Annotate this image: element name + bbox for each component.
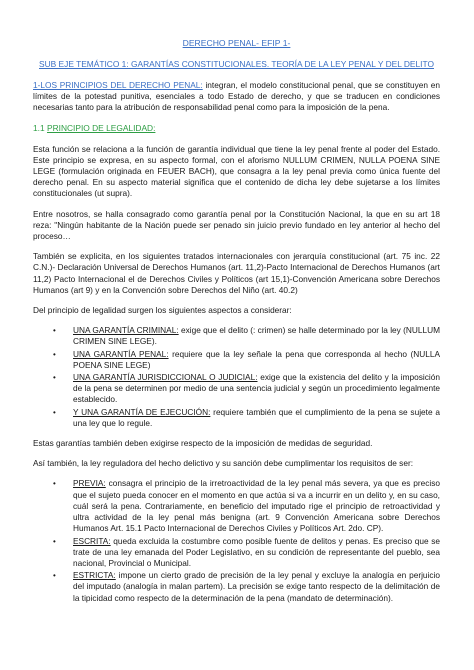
- requirement-text: queda excluida la costumbre como posible fuente de delitos y penas. Es preciso que se trate de una ley emanada del Poder Legislativo, en su condición de representante del pueblo, sea nacional, Provincial o Municipal.: [73, 535, 440, 568]
- bullet-icon: •: [53, 326, 56, 336]
- paragraph-constitucion: Entre nosotros, se halla consagrado como garantía penal por la Constitución Nacional, la que en su art 18 reza: "Ningún habitante de la Nación puede ser penado sin juicio previo fundado en ley anterior al hecho del proceso…: [33, 208, 440, 242]
- paragraph-tratados: También se explicita, en los siguientes tratados internacionales con jerarquía constitucional (art. 75 inc. 22 C.N.)- Declaración Universal de Derechos Humanos (art. 11,2)-Pacto Internacional de Derechos Humanos (art 11,2) Pacto Internacional el de Derechos Civiles y Políticos (art 15,1)-Convención Americana sobre Derechos Humanos (art 9) y en la Convención sobre Derechos del Niño (art. 40.2): [33, 251, 440, 295]
- paragraph-funcion: Esta función se relaciona a la función de garantía individual que tiene la ley penal frente al poder del Estado. Este principio se expresa, en su aspecto formal, con el aforismo NULLUM CRIMEN, NULLA POENA SINE LEGE (formulación originada en FEUER BACH), que consagra a la ley penal previa como única fuente del derecho penal. En su aspecto material significa que el contenido de dicha ley debe sujetarse a los límites constitucionales (ut supra).: [33, 143, 440, 199]
- document-title: DERECHO PENAL- EFIP 1-: [182, 38, 291, 48]
- requirement-label: PREVIA:: [73, 478, 106, 489]
- paragraph-aspectos-intro: Del principio de legalidad surgen los siguientes aspectos a considerar:: [33, 305, 292, 316]
- intro-text: integran, el modelo constitucional penal, que se constituyen en límites de la potestad punitiva, esenciales a todo Estado de derecho, y que se traducen en condiciones necesarias tanto para la atribución de responsabilidad penal como para la imposición de la pena.: [33, 80, 440, 113]
- aspect-text: requiere que la ley señale la pena que corresponda al hecho (NULLA POENA SINE LEGE): [73, 348, 440, 370]
- aspect-label: UNA GARANTÍA PENAL:: [73, 348, 169, 359]
- list-item: [33, 325, 440, 347]
- list-item: [33, 372, 440, 406]
- requirement-label: ESCRITA:: [73, 535, 111, 546]
- list-item: [33, 478, 440, 534]
- bullet-icon: •: [53, 349, 56, 359]
- paragraph-medidas: Estas garantías también deben exigirse respecto de la imposición de medidas de seguridad.: [33, 438, 373, 449]
- aspect-label: UNA GARANTÍA JURISDICCIONAL O JUDICIAL:: [73, 372, 258, 383]
- aspects-list: [33, 325, 440, 429]
- bullet-icon: •: [53, 479, 56, 489]
- section-title: PRINCIPIO DE LEGALIDAD:: [46, 122, 156, 133]
- aspect-text: exige que el delito (: crimen) se halle determinado por la ley (NULLUM CRIMEN SINE LEGE).: [73, 325, 441, 347]
- bullet-icon: •: [53, 407, 56, 417]
- section-heading-legalidad: [33, 123, 440, 134]
- list-item: [33, 407, 440, 429]
- requirement-text: impone un cierto grado de precisión de la ley penal y excluye la analogía en perjuicio del imputado (analogía in malan partem). La precisión se exige tanto respecto de la delimitación de la tipicidad como respecto de la determinación de la pena (mandato de determinación).: [73, 570, 440, 603]
- requirement-label: ESTRICTA:: [73, 570, 116, 581]
- aspect-label: UNA GARANTÍA CRIMINAL:: [73, 325, 179, 336]
- paragraph-requisitos-intro: Así también, la ley reguladora del hecho delictivo y su sanción debe cumplimentar los requisitos de ser:: [33, 458, 414, 469]
- aspect-text: requiere también que el cumplimiento de la pena se sujete a una ley que lo regule.: [73, 406, 440, 428]
- intro-label: 1-LOS PRINCIPIOS DEL DERECHO PENAL:: [33, 80, 203, 90]
- aspect-label: Y UNA GARANTÍA DE EJECUCIÓN:: [73, 406, 211, 417]
- aspect-text: exige que la existencia del delito y la imposición de la pena se determinen por medio de una sentencia judicial y según un procedimiento legalmente establecido.: [73, 372, 440, 405]
- list-item: [33, 349, 440, 371]
- section-number: 1.1: [33, 122, 47, 133]
- requirement-text: consagra el principio de la irretroactividad de la ley penal más severa, ya que es preciso que el sujeto pueda conocer en el momento en que actúa si va a incurrir en un delito y, en su caso, cuál será la pena. Contrariamente, en beneficio del imputado rige el principio de retroactividad y ultra actividad de la ley penal más benigna (art. 9 Convención Americana sobre Derechos Humanos Art. 15.1 Pacto Internacional de Derechos Civiles y Políticos Art. 2do. CP).: [73, 478, 440, 534]
- document-subtitle: SUB EJE TEMÁTICO 1: GARANTÍAS CONSTITUCIONALES. TEORÍA DE LA LEY PENAL Y DEL DELITO: [39, 59, 434, 69]
- bullet-icon: •: [53, 536, 56, 546]
- bullet-icon: •: [53, 373, 56, 383]
- list-item: [33, 570, 440, 604]
- intro-paragraph: [33, 80, 440, 114]
- list-item: [33, 536, 440, 570]
- requirements-list: [33, 478, 440, 603]
- bullet-icon: •: [53, 571, 56, 581]
